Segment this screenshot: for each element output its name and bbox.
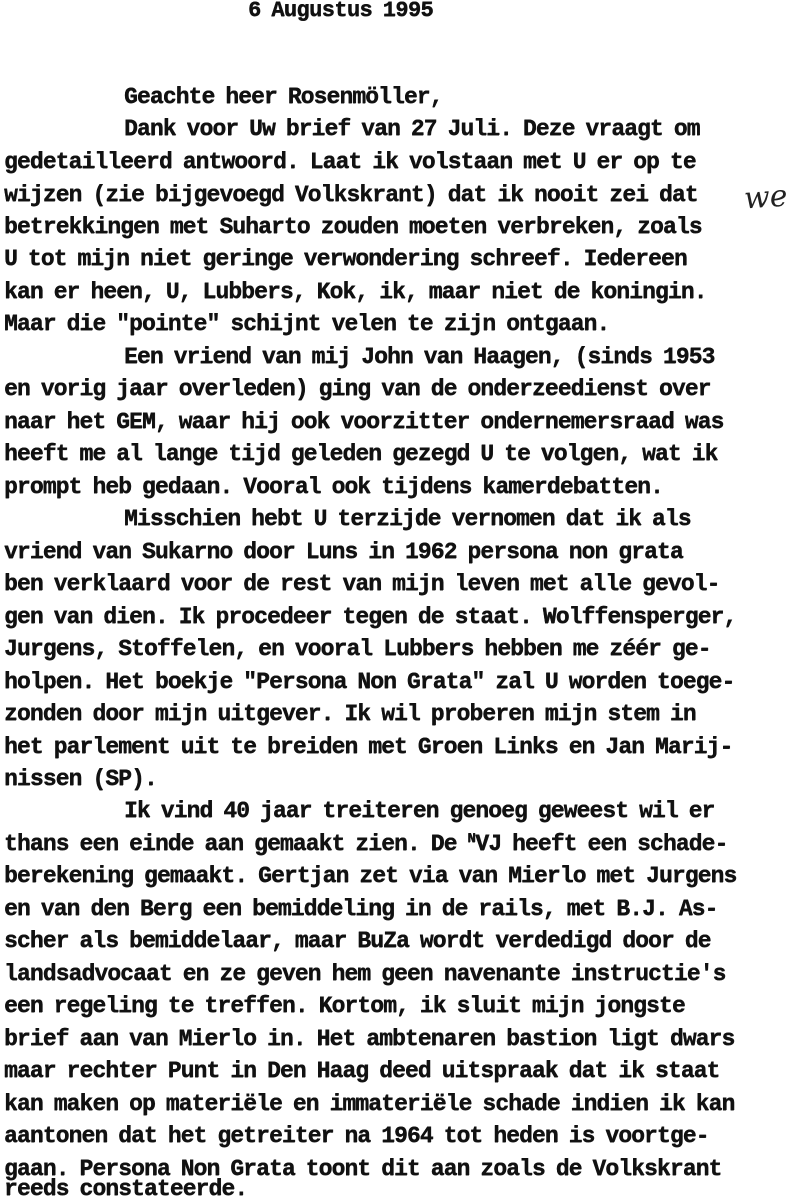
- salutation: Geachte heer Rosenmöller,: [124, 84, 443, 110]
- body-line: aantonen dat het getreiter na 1964 tot heden is voortge-: [4, 1123, 709, 1149]
- body-line: scher als bemiddelaar, maar BuZa wordt verdedigd door de: [4, 928, 711, 954]
- body-line: en van den Berg een bemiddeling in de rails, met B.J. As-: [4, 896, 718, 922]
- body-line: prompt heb gedaan. Vooral ook tijdens kamerdebatten.: [4, 474, 663, 500]
- body-line: landsadvocaat en ze geven hem geen navenante instructie's: [4, 961, 726, 987]
- body-line-text: VJ heeft een schade-: [475, 831, 728, 857]
- body-line: Maar die "pointe" schijnt velen te zijn ontgaan.: [4, 311, 610, 337]
- body-line: maar rechter Punt in Den Haag deed uitspraak dat ik staat: [4, 1058, 720, 1084]
- body-line: vriend van Sukarno door Luns in 1962 persona non grata: [4, 539, 683, 565]
- body-line: holpen. Het boekje "Persona Non Grata" zal U worden toege-: [4, 669, 735, 695]
- body-line: en vorig jaar overleden) ging van de onderzeedienst over: [4, 376, 711, 402]
- body-line: Een vriend van mij John van Haagen, (sinds 1953: [124, 344, 715, 370]
- body-line: Ik vind 40 jaar treiteren genoeg geweest wil er: [124, 798, 715, 824]
- body-line: U tot mijn niet geringe verwondering schreef. Iedereen: [4, 246, 687, 272]
- body-line: Dank voor Uw brief van 27 Juli. Deze vraagt om: [124, 116, 700, 142]
- body-line-text: thans een einde aan gemaakt zien. De: [4, 831, 468, 857]
- body-line: gedetailleerd antwoord. Laat ik volstaan met U er op te: [4, 149, 696, 175]
- body-line: naar het GEM, waar hij ook voorzitter ondernemersraad was: [4, 409, 724, 435]
- body-line: een regeling te treffen. Kortom, ik sluit mijn jongste: [4, 993, 685, 1019]
- body-line: ben verklaard voor de rest van mijn leven met alle gevol-: [4, 571, 720, 597]
- letter-date: 6 Augustus 1995: [248, 0, 434, 23]
- body-line: kan er heen, U, Lubbers, Kok, ik, maar niet de koningin.: [4, 279, 707, 305]
- body-line-nvj: [4, 831, 727, 857]
- body-line: kan maken op materiële en immateriële schade indien ik kan: [4, 1091, 735, 1117]
- body-line: brief aan van Mierlo in. Het ambtenaren bastion ligt dwars: [4, 1026, 735, 1052]
- body-line: het parlement uit te breiden met Groen Links en Jan Marij-: [4, 734, 733, 760]
- body-line: zonden door mijn uitgever. Ik wil proberen mijn stem in: [4, 701, 696, 727]
- body-line: heeft me al lange tijd geleden gezegd U te volgen, wat ik: [4, 441, 718, 467]
- body-line: berekening gemaakt. Gertjan zet via van Mierlo met Jurgens: [4, 863, 737, 889]
- handwritten-margin-note: we: [742, 178, 789, 217]
- body-line: betrekkingen met Suharto zouden moeten verbreken, zoals: [4, 214, 702, 240]
- body-line: reeds constateerde.: [4, 1176, 248, 1202]
- body-line: wijzen (zie bijgevoegd Volkskrant) dat ik nooit zei dat: [4, 182, 698, 208]
- body-line: Misschien hebt U terzijde vernomen dat ik als: [124, 506, 691, 532]
- body-line: Jurgens, Stoffelen, en vooral Lubbers hebben me zéér ge-: [4, 636, 711, 662]
- superscript-n: N: [467, 831, 476, 847]
- body-line: nissen (SP).: [4, 766, 157, 792]
- body-line: gaan. Persona Non Grata toont dit aan zoals de Volkskrant: [4, 1156, 722, 1182]
- body-line: gen van dien. Ik procedeer tegen de staat. Wolffensperger,: [4, 604, 737, 630]
